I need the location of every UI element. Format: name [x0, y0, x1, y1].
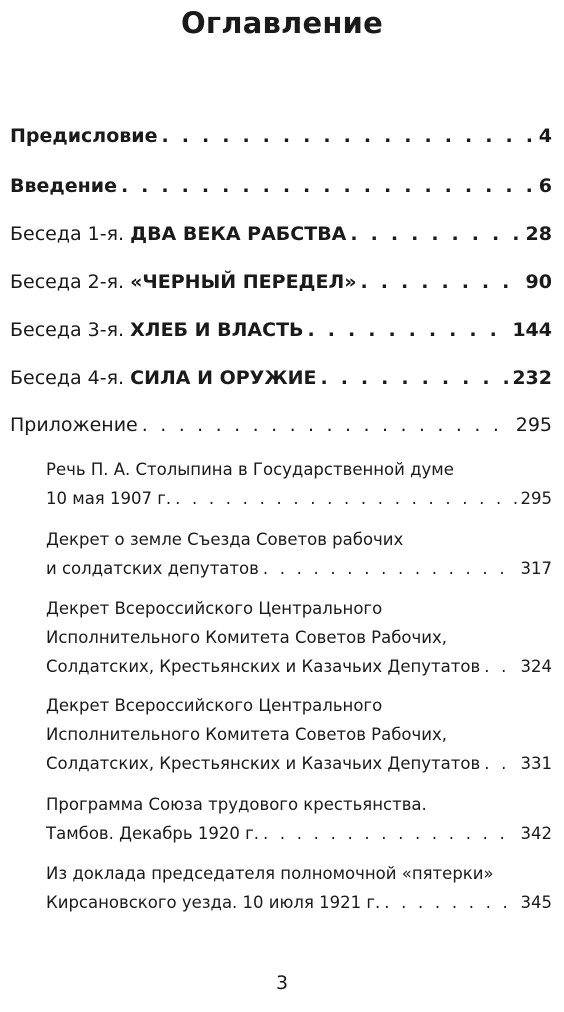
toc-subentry-text: Декрет о земле Съезда Советов рабочих	[46, 530, 404, 549]
toc-subentry-text: Декрет Всероссийского Центрального	[46, 599, 383, 618]
toc-entry-introduction[interactable]	[10, 174, 552, 198]
dot-leader	[162, 124, 535, 148]
toc-entry-page: 90	[525, 271, 552, 293]
toc-subentry-text: Исполнительного Комитета Советов Рабочих,	[46, 628, 447, 647]
dot-leader	[263, 822, 516, 846]
dot-leader	[121, 174, 535, 198]
dot-leader	[484, 655, 516, 679]
dot-leader	[175, 487, 516, 511]
toc-subentry-text: Тамбов. Декабрь 1920 г.	[46, 824, 260, 843]
dot-leader	[142, 413, 512, 437]
toc-entry-page: 4	[538, 125, 552, 147]
dot-leader	[350, 222, 521, 246]
dot-leader	[308, 318, 509, 342]
toc-subentry-page: 295	[520, 489, 552, 508]
dot-leader	[361, 270, 522, 294]
toc-entry-title: Приложение	[10, 414, 138, 436]
toc-entry-prefix: Беседа 3-я.	[10, 319, 125, 341]
toc-entry-talk-4[interactable]	[10, 366, 552, 390]
toc-entry-title: ДВА ВЕКА РАБСТВА	[130, 223, 347, 245]
dot-leader	[263, 557, 517, 581]
toc-entry-title: Введение	[10, 175, 117, 197]
toc-subentry-text: Декрет Всероссийского Центрального	[46, 696, 383, 715]
dot-leader	[384, 891, 516, 915]
toc-entry-page: 144	[512, 319, 552, 341]
toc-subentry-text: Из доклада председателя полномочной «пятерки»	[46, 864, 494, 883]
toc-entry-page: 232	[512, 367, 552, 389]
toc-subentry-text: Солдатских, Крестьянских и Казачьих Депутатов	[46, 657, 481, 676]
toc-subentry-text: 10 мая 1907 г.	[46, 489, 172, 508]
toc-entry-prefix: Беседа 4-я.	[10, 367, 125, 389]
dot-leader	[320, 366, 508, 390]
page-number: 3	[275, 972, 289, 994]
toc-subentry-page: 317	[520, 559, 552, 578]
toc-entry-preface[interactable]	[10, 124, 552, 148]
toc-subentry-text: Кирсановского уезда. 10 июля 1921 г.	[46, 893, 381, 912]
toc-entry-title: ХЛЕБ И ВЛАСТЬ	[130, 319, 304, 341]
toc-subentry-page: 345	[520, 893, 552, 912]
toc-entry-prefix: Беседа 1-я.	[10, 223, 125, 245]
toc-entry-title: СИЛА И ОРУЖИЕ	[130, 367, 317, 389]
page-title: Оглавление	[181, 6, 383, 40]
toc-subentry-page: 324	[520, 657, 552, 676]
toc-entry-talk-3[interactable]	[10, 318, 552, 342]
toc-entry-page: 28	[525, 223, 552, 245]
toc-entry-title: «ЧЕРНЫЙ ПЕРЕДЕЛ»	[130, 271, 357, 293]
toc-entry-talk-1[interactable]	[10, 222, 552, 246]
toc-subentry-page: 331	[520, 754, 552, 773]
toc-entry-talk-2[interactable]	[10, 270, 552, 294]
toc-subentry-page: 342	[520, 824, 552, 843]
toc-entry-appendix[interactable]	[10, 413, 552, 437]
dot-leader	[484, 752, 516, 776]
toc-subentry-text: Программа Союза трудового крестьянства.	[46, 795, 427, 814]
toc-subentry-text: и солдатских депутатов	[46, 559, 259, 578]
toc-entry-prefix: Беседа 2-я.	[10, 271, 125, 293]
toc-entry-page: 6	[538, 175, 552, 197]
toc-subentry-text: Солдатских, Крестьянских и Казачьих Депутатов	[46, 754, 481, 773]
toc-entry-title: Предисловие	[10, 125, 158, 147]
toc-entry-page: 295	[515, 414, 552, 436]
toc-subentry-text: Речь П. А. Столыпина в Государственной думе	[46, 460, 454, 479]
toc-subentry-text: Исполнительного Комитета Советов Рабочих,	[46, 725, 447, 744]
